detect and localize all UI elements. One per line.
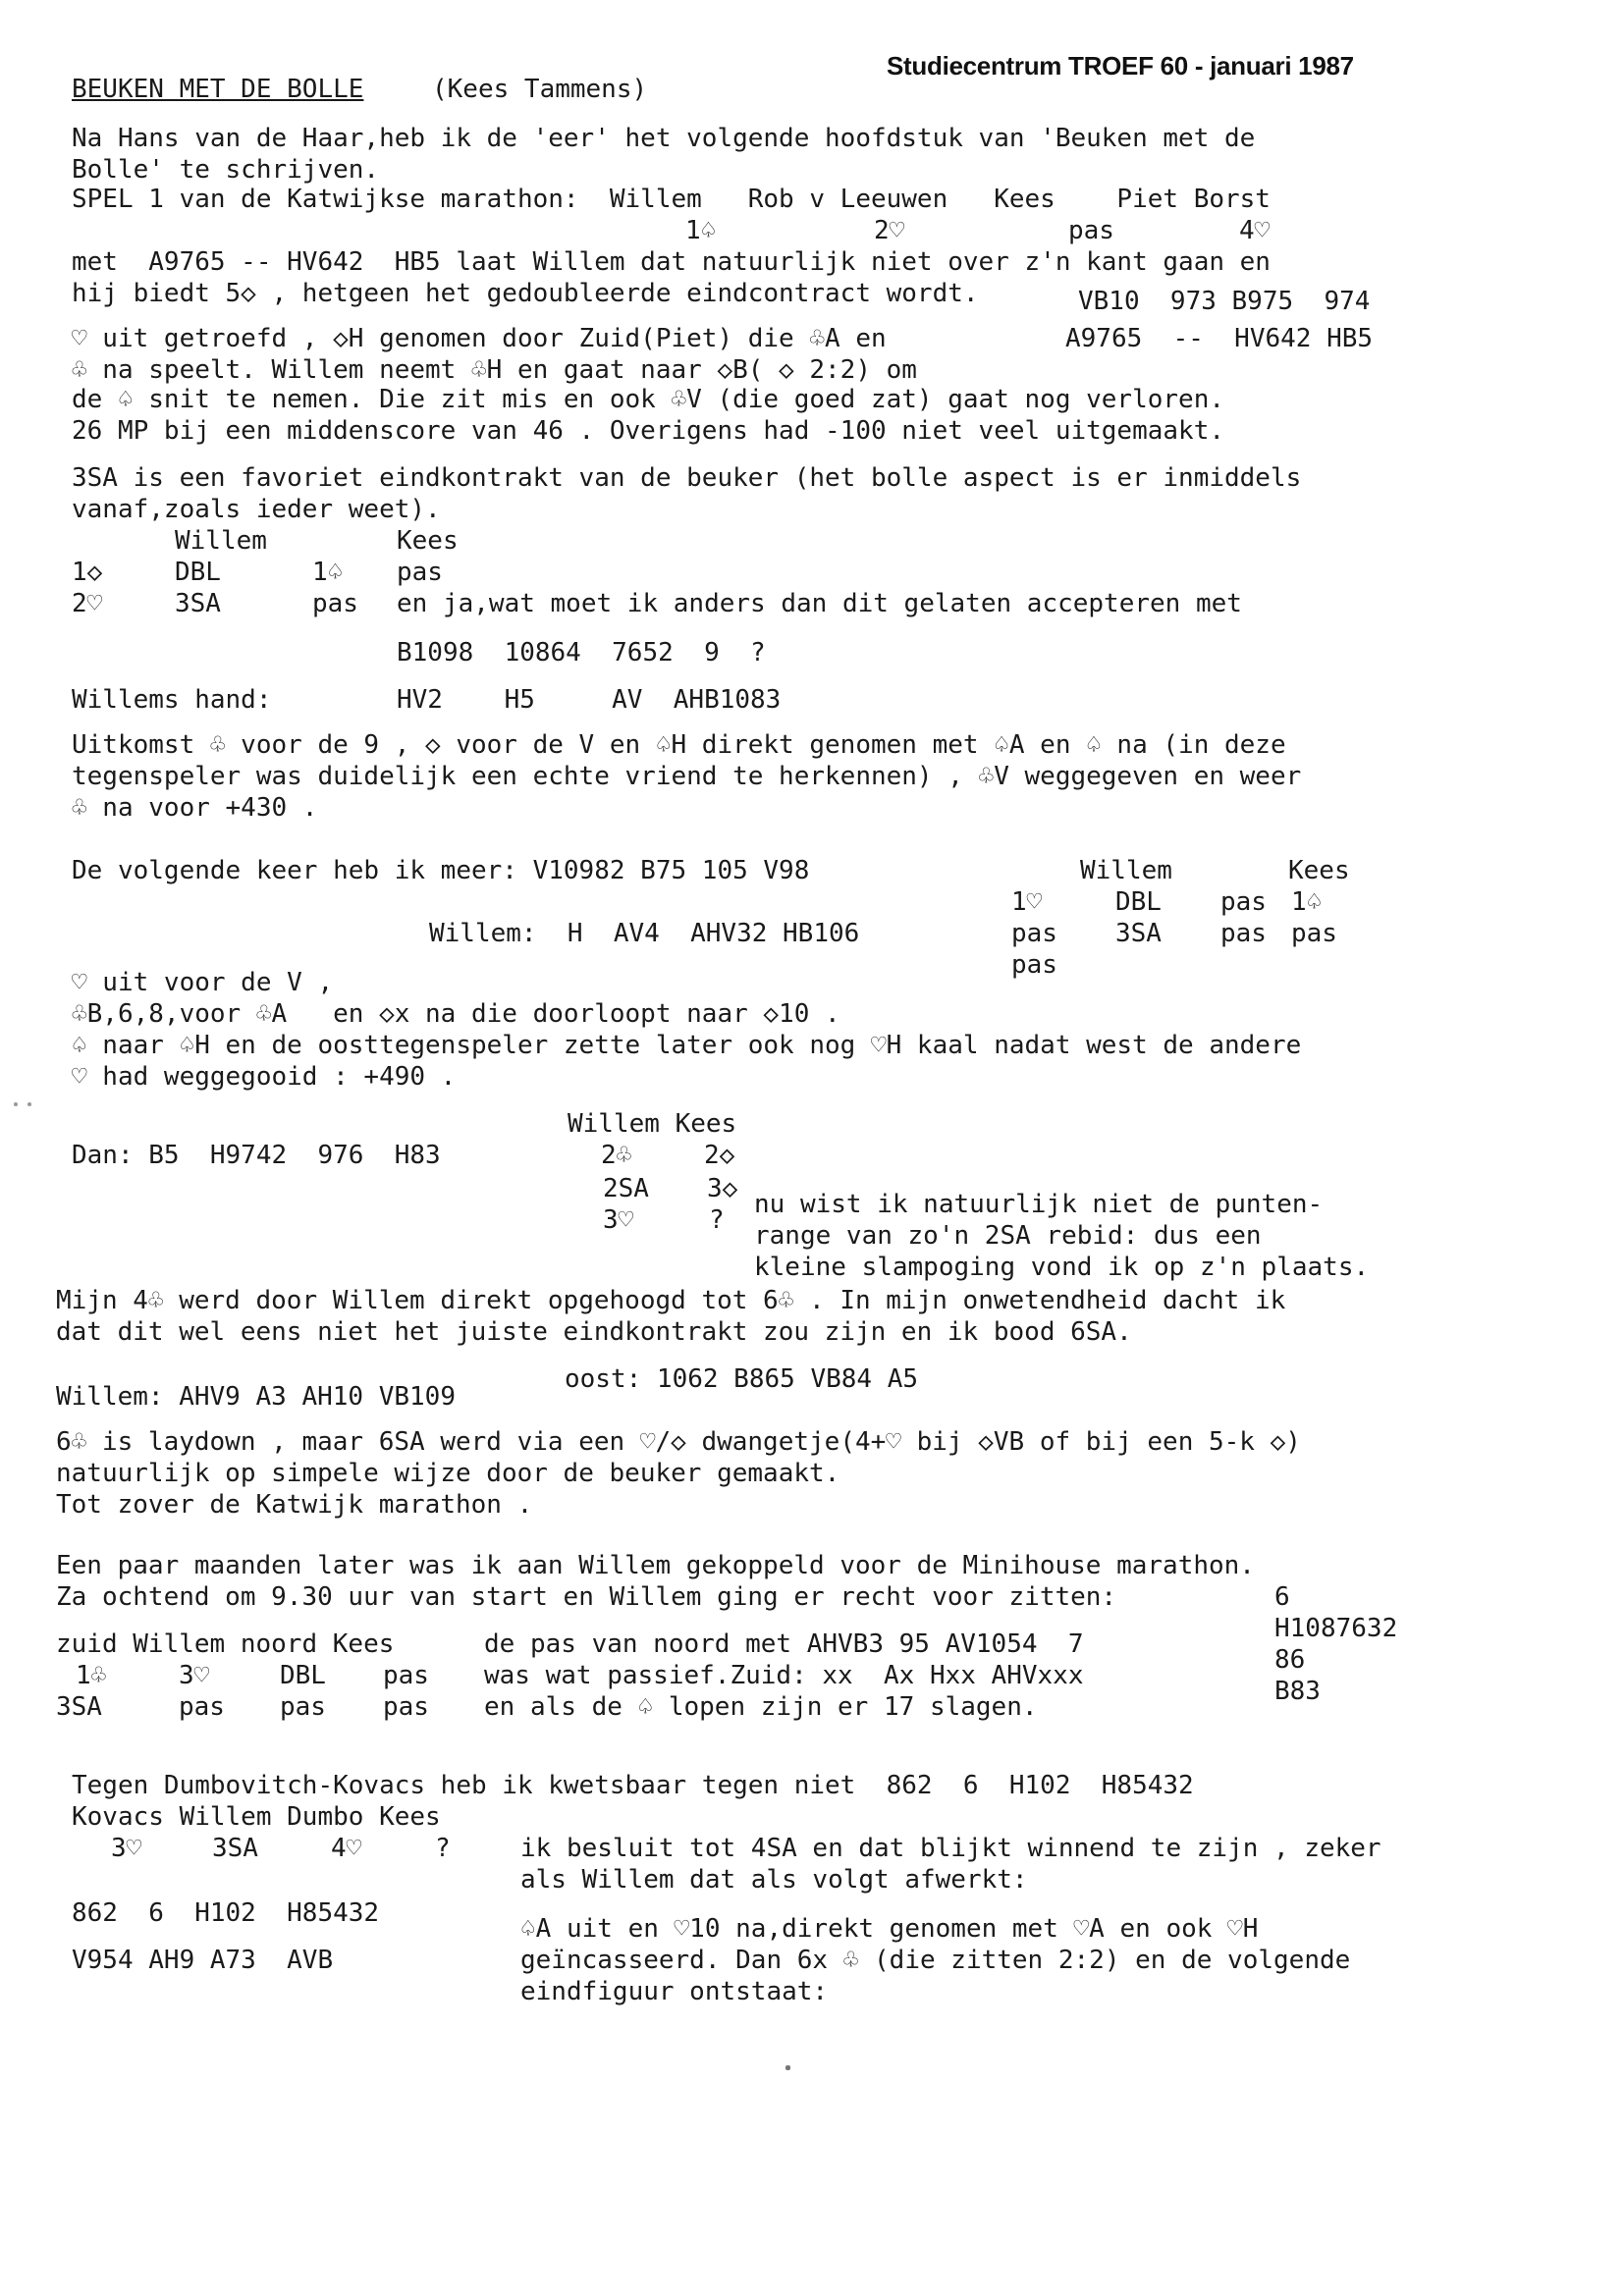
scan-speck — [14, 1102, 18, 1106]
text-line: 3♡ — [179, 1661, 210, 1690]
text-line: ♧B,6,8,voor ♧A en ◇x na die doorloopt naar ◇10 . — [72, 999, 840, 1029]
text-line: (Kees Tammens) — [432, 75, 648, 104]
text-line: nu wist ik natuurlijk niet de punten- — [754, 1190, 1324, 1219]
text-line: 862 6 H102 H85432 — [72, 1898, 380, 1928]
text-line: 3SA — [56, 1692, 102, 1722]
text-line: 4♡ — [331, 1834, 362, 1863]
text-line: 2SA — [603, 1174, 649, 1203]
text-line: 3♡ — [603, 1205, 634, 1235]
text-line: ik besluit tot 4SA en dat blijkt winnend te zijn , zeker — [520, 1834, 1381, 1863]
text-line: 1♤ — [312, 558, 344, 587]
text-line: 2♡ — [874, 216, 905, 245]
text-line: 1♤ — [685, 216, 717, 245]
text-line: pas — [1068, 216, 1114, 245]
scan-speck — [27, 1102, 31, 1106]
text-line: ♧ na speelt. Willem neemt ♧H en gaat naar ◇B( ◇ 2:2) om — [72, 355, 917, 385]
text-line: Tot zover de Katwijk marathon . — [56, 1490, 533, 1520]
text-line: met A9765 -- HV642 HB5 laat Willem dat natuurlijk niet over z'n kant gaan en — [72, 247, 1271, 277]
text-line: Willem — [1080, 856, 1172, 885]
text-line: zuid Willem noord Kees — [56, 1629, 395, 1659]
text-line: Dan: B5 H9742 976 H83 — [72, 1141, 441, 1170]
text-line: V954 AH9 A73 AVB — [72, 1946, 334, 1975]
text-line: 4♡ — [1239, 216, 1271, 245]
text-line: 1♤ — [1291, 887, 1323, 917]
text-line: A9765 -- HV642 HB5 — [1065, 324, 1374, 353]
text-line: oost: 1062 B865 VB84 A5 — [565, 1364, 919, 1394]
text-line: ♤A uit en ♡10 na,direkt genomen met ♡A en ook ♡H — [520, 1914, 1259, 1944]
text-line: Kovacs Willem Dumbo Kees — [72, 1802, 441, 1832]
text-line: DBL — [175, 558, 221, 587]
text-line: pas — [312, 589, 358, 618]
text-line: Willems hand: — [72, 685, 272, 715]
text-line: 2◇ — [704, 1141, 735, 1170]
text-line: Uitkomst ♧ voor de 9 , ◇ voor de V en ♤H direkt genomen met ♤A en ♤ na (in deze — [72, 730, 1286, 760]
text-line: tegenspeler was duidelijk een echte vriend te herkennen) , ♧V weggegeven en weer — [72, 762, 1302, 791]
text-line: 6 — [1274, 1582, 1290, 1612]
text-line: DBL — [1115, 887, 1162, 917]
text-line: als Willem dat als volgt afwerkt: — [520, 1865, 1028, 1895]
text-line: SPEL 1 van de Katwijkse marathon: Willem Rob v Leeuwen Kees Piet Borst — [72, 185, 1271, 214]
text-line: pas — [1291, 919, 1337, 948]
text-line: 86 — [1274, 1645, 1306, 1675]
text-line: Willem — [175, 526, 267, 556]
text-line: Kees — [397, 526, 459, 556]
page-header: Studiecentrum TROEF 60 - januari 1987 — [887, 51, 1354, 80]
text-line: 1◇ — [72, 558, 103, 587]
text-line: 1♡ — [1011, 887, 1043, 917]
text-line: Bolle' te schrijven. — [72, 155, 380, 185]
text-line: B1098 10864 7652 9 ? — [397, 638, 766, 667]
text-line: pas — [179, 1692, 225, 1722]
text-line: 3SA — [175, 589, 221, 618]
text-line: pas — [383, 1692, 429, 1722]
text-line: en als de ♤ lopen zijn er 17 slagen. — [484, 1692, 1038, 1722]
text-line: ? — [435, 1834, 451, 1863]
text-line: DBL — [280, 1661, 326, 1690]
text-line: 3♡ — [111, 1834, 142, 1863]
text-line: pas — [1220, 919, 1267, 948]
text-line: ? — [709, 1205, 725, 1235]
text-line: De volgende keer heb ik meer: V10982 B75 105 V98 — [72, 856, 810, 885]
text-line: ♤ naar ♤H en de oosttegenspeler zette later ook nog ♡H kaal nadat west de andere — [72, 1031, 1302, 1060]
text-line: Tegen Dumbovitch-Kovacs heb ik kwetsbaar tegen niet 862 6 H102 H85432 — [72, 1771, 1194, 1800]
text-line: 26 MP bij een middenscore van 46 . Overigens had -100 niet veel uitgemaakt. — [72, 416, 1224, 446]
text-line: pas — [1011, 919, 1057, 948]
text-line: Mijn 4♧ werd door Willem direkt opgehoogd tot 6♧ . In mijn onwetendheid dacht ik — [56, 1286, 1286, 1315]
text-line: kleine slampoging vond ik op z'n plaats. — [754, 1253, 1370, 1282]
text-line: pas — [1220, 887, 1267, 917]
text-line: 6♧ is laydown , maar 6SA werd via een ♡/◇ dwangetje(4+♡ bij ◇VB of bij een 5-k ◇) — [56, 1427, 1301, 1457]
text-line: pas — [383, 1661, 429, 1690]
text-line: 3SA is een favoriet eindkontrakt van de beuker (het bolle aspect is er inmiddels — [72, 463, 1302, 493]
text-line: Na Hans van de Haar,heb ik de 'eer' het volgende hoofdstuk van 'Beuken met de — [72, 124, 1256, 153]
text-line: pas — [280, 1692, 326, 1722]
scan-speck — [785, 2065, 790, 2070]
text-line: ♧ na voor +430 . — [72, 793, 318, 823]
text-line: hij biedt 5◇ , hetgeen het gedoubleerde eindcontract wordt. — [72, 279, 979, 308]
article-title: BEUKEN MET DE BOLLE — [72, 75, 364, 104]
text-line: pas — [1011, 950, 1057, 980]
text-line: 3SA — [1115, 919, 1162, 948]
text-line: Willem Kees — [568, 1109, 737, 1139]
text-line: 3◇ — [707, 1174, 738, 1203]
text-line: ♡ uit voor de V , — [72, 968, 334, 997]
text-line: H1087632 — [1274, 1614, 1398, 1643]
text-line: 1♧ — [76, 1661, 107, 1690]
text-line: vanaf,zoals ieder weet). — [72, 495, 441, 524]
text-line: geïncasseerd. Dan 6x ♧ (die zitten 2:2) en de volgende — [520, 1946, 1351, 1975]
text-line: VB10 973 B975 974 — [1078, 287, 1371, 316]
text-line: 3SA — [212, 1834, 258, 1863]
text-line: eindfiguur ontstaat: — [520, 1977, 829, 2006]
text-line: Za ochtend om 9.30 uur van start en Willem ging er recht voor zitten: — [56, 1582, 1117, 1612]
text-line: natuurlijk op simpele wijze door de beuker gemaakt. — [56, 1459, 840, 1488]
text-line: Willem: AHV9 A3 AH10 VB109 — [56, 1382, 456, 1412]
text-line: pas — [397, 558, 443, 587]
text-line: ♡ had weggegooid : +490 . — [72, 1062, 457, 1092]
text-line: de pas van noord met AHVB3 95 AV1054 7 — [484, 1629, 1084, 1659]
text-line: de ♤ snit te nemen. Die zit mis en ook ♧V (die goed zat) gaat nog verloren. — [72, 385, 1224, 414]
text-line: 2♧ — [601, 1141, 632, 1170]
text-line: dat dit wel eens niet het juiste eindkontrakt zou zijn en ik bood 6SA. — [56, 1317, 1132, 1347]
text-line: ♡ uit getroefd , ◇H genomen door Zuid(Piet) die ♧A en — [72, 324, 887, 353]
text-line: Kees — [1288, 856, 1350, 885]
text-line: B83 — [1274, 1677, 1321, 1706]
text-line: was wat passief.Zuid: xx Ax Hxx AHVxxx — [484, 1661, 1084, 1690]
text-line: range van zo'n 2SA rebid: dus een — [754, 1221, 1262, 1251]
text-line: Een paar maanden later was ik aan Willem gekoppeld voor de Minihouse marathon. — [56, 1551, 1255, 1580]
text-line: Willem: H AV4 AHV32 HB106 — [429, 919, 860, 948]
text-line: en ja,wat moet ik anders dan dit gelaten accepteren met — [397, 589, 1242, 618]
text-line: HV2 H5 AV AHB1083 — [397, 685, 782, 715]
text-line: 2♡ — [72, 589, 103, 618]
